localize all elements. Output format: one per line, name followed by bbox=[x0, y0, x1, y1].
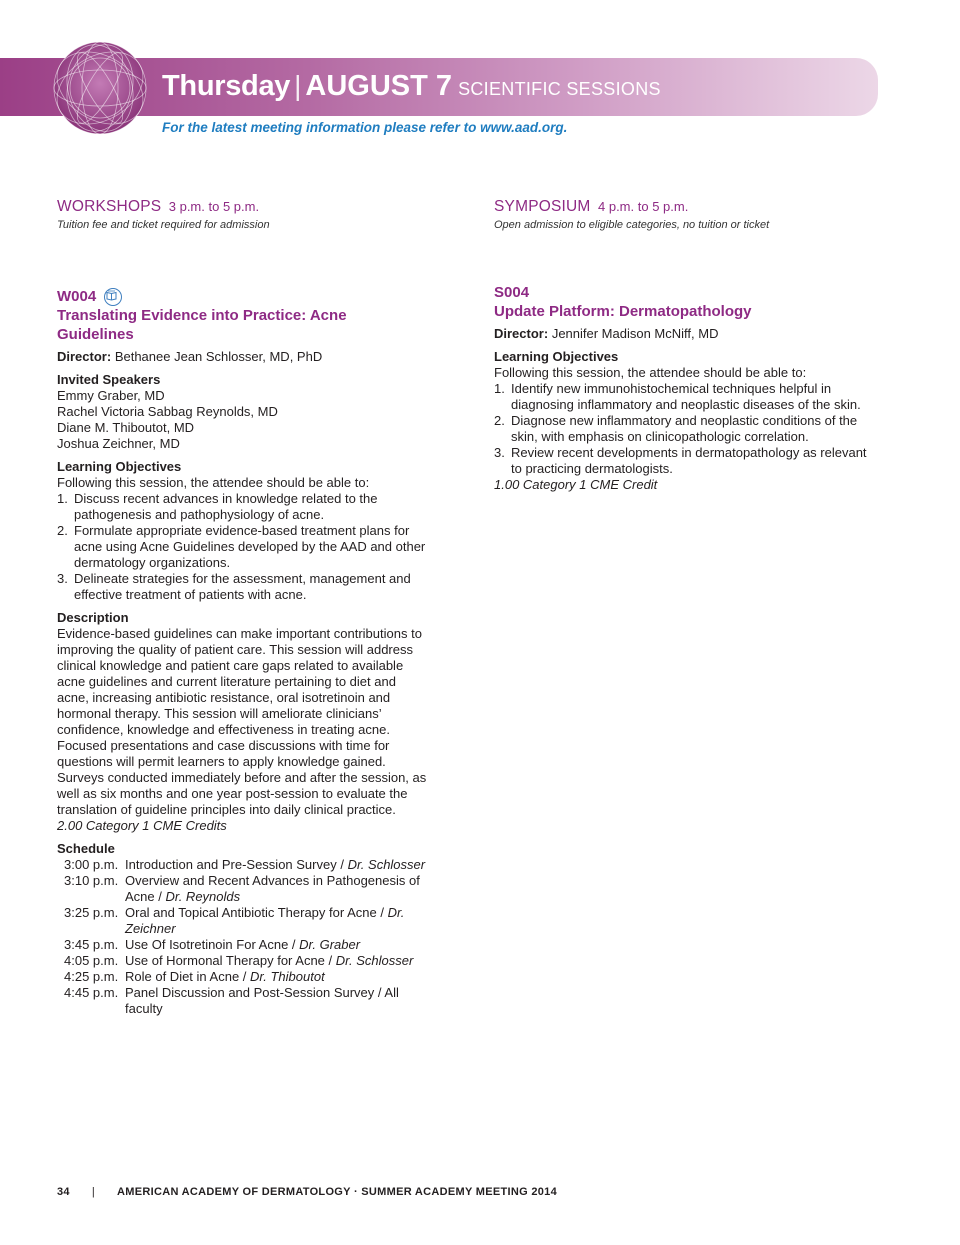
speaker-item: Joshua Zeichner, MD bbox=[57, 436, 180, 451]
session-title: Translating Evidence into Practice: Acne Guidelines bbox=[57, 307, 347, 343]
schedule-topic bbox=[125, 985, 427, 1017]
director-label: Director: bbox=[494, 326, 549, 341]
schedule-time: 3:10 p.m. bbox=[64, 873, 119, 888]
objective-number: 1. bbox=[494, 381, 505, 396]
section-subtitle: SCIENTIFIC SESSIONS bbox=[458, 79, 661, 99]
schedule-row bbox=[64, 905, 427, 937]
schedule-topic bbox=[125, 969, 427, 985]
schedule-label: Schedule bbox=[57, 841, 115, 856]
schedule-time: 4:05 p.m. bbox=[64, 953, 119, 968]
topic-text: Introduction and Pre-Session Survey / bbox=[125, 857, 348, 872]
day-label: Thursday bbox=[162, 70, 291, 102]
workshops-heading: WORKSHOPS bbox=[57, 198, 162, 215]
speaker-item: Emmy Graber, MD bbox=[57, 388, 165, 403]
speaker-name: Dr. Graber bbox=[299, 937, 361, 952]
footer-separator: | bbox=[91, 1186, 96, 1198]
objective-item bbox=[494, 445, 869, 477]
invited-speakers bbox=[57, 372, 427, 452]
schedule-time: 4:25 p.m. bbox=[64, 969, 119, 984]
meeting-info-line bbox=[162, 120, 567, 135]
objective-number: 2. bbox=[494, 413, 505, 428]
objective-item bbox=[57, 523, 427, 571]
speakers-label: Invited Speakers bbox=[57, 372, 161, 387]
schedule-topic bbox=[125, 937, 427, 953]
learning-objectives bbox=[57, 459, 427, 603]
objectives-intro: Following this session, the attendee should be able to: bbox=[494, 365, 807, 380]
schedule-row bbox=[64, 969, 427, 985]
date-label: AUGUST 7 bbox=[305, 70, 453, 102]
footer-text: AMERICAN ACADEMY OF DERMATOLOGY · SUMMER ACADEMY MEETING 2014 bbox=[117, 1186, 558, 1198]
info-suffix: . bbox=[563, 120, 568, 135]
session-title: Update Platform: Dermatopathology bbox=[494, 303, 752, 320]
topic-text: Use Of Isotretinoin For Acne / bbox=[125, 937, 300, 952]
schedule-table bbox=[64, 857, 427, 1017]
schedule-topic bbox=[125, 857, 427, 873]
objectives-label: Learning Objectives bbox=[57, 459, 182, 474]
description-label: Description bbox=[57, 610, 129, 625]
topic-text: Overview and Recent Advances in Pathogenesis of Acne / bbox=[125, 873, 420, 904]
schedule-row bbox=[64, 857, 427, 873]
objective-number: 3. bbox=[494, 445, 505, 460]
schedule-topic bbox=[125, 873, 427, 905]
schedule-time: 4:45 p.m. bbox=[64, 985, 119, 1000]
objective-item bbox=[494, 381, 869, 413]
symposium-header bbox=[494, 198, 769, 231]
objective-number: 2. bbox=[57, 523, 68, 538]
schedule-row bbox=[64, 937, 427, 953]
objective-text: Review recent developments in dermatopathology as relevant to practicing dermatologists. bbox=[511, 445, 867, 476]
objective-number: 3. bbox=[57, 571, 68, 586]
symposium-note: Open admission to eligible categories, no tuition or ticket bbox=[494, 219, 770, 231]
schedule-time: 3:45 p.m. bbox=[64, 937, 119, 952]
practice-gap-book-icon bbox=[104, 288, 122, 306]
objective-text: Discuss recent advances in knowledge related to the pathogenesis and pathophysiology of acne. bbox=[74, 491, 378, 522]
objective-number: 1. bbox=[57, 491, 68, 506]
director-line bbox=[57, 349, 427, 365]
workshops-note: Tuition fee and ticket required for admission bbox=[57, 219, 270, 231]
symposium-heading: SYMPOSIUM bbox=[494, 198, 591, 215]
info-link[interactable]: www.aad.org bbox=[480, 120, 564, 135]
speaker-item: Diane M. Thiboutot, MD bbox=[57, 420, 195, 435]
speaker-name: Dr. Schlosser bbox=[347, 857, 426, 872]
title-separator: | bbox=[294, 70, 302, 101]
director-name: Bethanee Jean Schlosser, MD, PhD bbox=[114, 349, 323, 364]
page-number: 34 bbox=[57, 1186, 70, 1198]
objective-item bbox=[57, 491, 427, 523]
topic-text: Use of Hormonal Therapy for Acne / bbox=[125, 953, 336, 968]
topic-text: Panel Discussion and Post-Session Survey / All faculty bbox=[125, 985, 399, 1016]
speaker-item: Rachel Victoria Sabbag Reynolds, MD bbox=[57, 404, 278, 419]
description-text: Evidence-based guidelines can make important contributions to improving the quality of patient care. This session will address clinical knowledge and patient care gaps related to available acne guidelines and current literature pertaining to diet and acne, increasing antibiotic resistance, oral isotretinoin and hormonal therapy. This session will ameliorate clinicians’ confidence, knowledge and effectiveness in treating acne. Focused presentations and case discussions with time for questions will permit learners to apply knowledge gained. Surveys conducted immediately before and after the session, as well as six months and one year post-session to evaluate the translation of guideline principles into daily clinical practice. bbox=[57, 626, 427, 817]
session-code bbox=[494, 283, 869, 302]
speaker-name: Dr. Reynolds bbox=[165, 889, 241, 904]
cme-credits: 2.00 Category 1 CME Credits bbox=[57, 818, 227, 833]
objective-text: Delineate strategies for the assessment, management and effective treatment of patients with acne. bbox=[74, 571, 411, 602]
topic-text: Role of Diet in Acne / bbox=[125, 969, 251, 984]
session-w004 bbox=[57, 287, 427, 1024]
session-code-label: S004 bbox=[494, 284, 530, 301]
objective-text: Formulate appropriate evidence-based treatment plans for acne using Acne Guidelines developed by the AAD and other dermatology organizations. bbox=[74, 523, 426, 570]
director-label: Director: bbox=[57, 349, 112, 364]
page-title bbox=[162, 70, 661, 110]
workshops-time: 3 p.m. to 5 p.m. bbox=[168, 199, 260, 214]
session-code bbox=[57, 287, 427, 306]
objectives-intro: Following this session, the attendee should be able to: bbox=[57, 475, 370, 490]
speaker-name: Dr. Thiboutot bbox=[250, 969, 325, 984]
symposium-time: 4 p.m. to 5 p.m. bbox=[598, 199, 689, 214]
info-prefix: For the latest meeting information please refer to bbox=[162, 120, 481, 135]
description bbox=[57, 610, 427, 834]
speaker-name: Dr. Schlosser bbox=[335, 953, 414, 968]
director-name: Jennifer Madison McNiff, MD bbox=[551, 326, 719, 341]
session-s004 bbox=[494, 283, 869, 500]
schedule-topic bbox=[125, 905, 427, 937]
globe-logo-icon bbox=[52, 40, 148, 136]
director-line bbox=[494, 326, 869, 342]
workshops-header bbox=[57, 198, 270, 231]
speaker-name: Dr. Zeichner bbox=[125, 905, 405, 936]
cme-credits: 1.00 Category 1 CME Credit bbox=[494, 477, 658, 492]
topic-text: Oral and Topical Antibiotic Therapy for Acne / bbox=[125, 905, 388, 920]
session-code-label: W004 bbox=[57, 288, 97, 305]
schedule-time: 3:00 p.m. bbox=[64, 857, 119, 872]
objective-item bbox=[494, 413, 869, 445]
objective-item bbox=[57, 571, 427, 603]
schedule-row bbox=[64, 985, 427, 1017]
schedule-time: 3:25 p.m. bbox=[64, 905, 119, 920]
schedule-row bbox=[64, 953, 427, 969]
objectives-label: Learning Objectives bbox=[494, 349, 619, 364]
schedule-row bbox=[64, 873, 427, 905]
schedule bbox=[57, 841, 427, 1017]
learning-objectives bbox=[494, 349, 869, 493]
schedule-topic bbox=[125, 953, 427, 969]
objective-text: Diagnose new inflammatory and neoplastic conditions of the skin, with emphasis on clinicopathologic correlation. bbox=[511, 413, 858, 444]
page-footer bbox=[57, 1186, 557, 1198]
objective-text: Identify new immunohistochemical techniques helpful in diagnosing inflammatory and neoplastic diseases of the skin. bbox=[511, 381, 861, 412]
